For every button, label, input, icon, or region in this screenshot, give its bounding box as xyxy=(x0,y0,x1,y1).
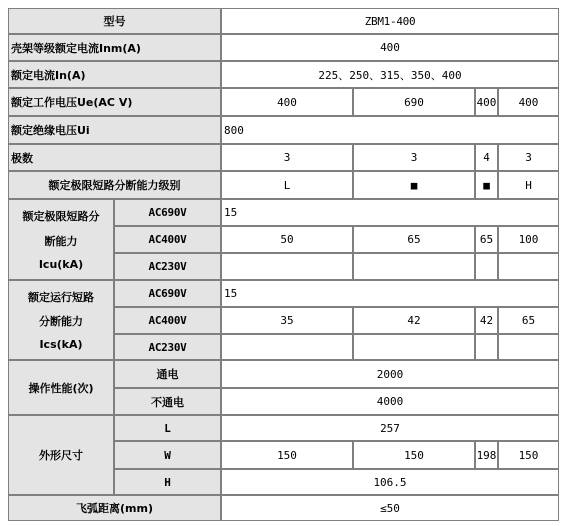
icu-ac400-value: 100 xyxy=(499,227,558,252)
rated-voltage-value: 400 xyxy=(476,89,497,115)
ics-ac690-label: AC690V xyxy=(115,281,220,306)
ics-ac400-value: 42 xyxy=(476,308,497,333)
dimension-w-value: 150 xyxy=(222,442,352,468)
breaking-class-value: ■ xyxy=(354,172,474,198)
dimension-h-label: H xyxy=(115,470,220,494)
poles-value: 3 xyxy=(499,145,558,170)
model-label: 型号 xyxy=(9,9,220,33)
operation-unpowered-label: 不通电 xyxy=(115,389,220,414)
rated-voltage-value: 690 xyxy=(354,89,474,115)
ics-ac230-value xyxy=(222,335,352,359)
operation-unpowered-value: 4000 xyxy=(222,389,558,414)
dimension-w-value: 150 xyxy=(354,442,474,468)
dimension-l-label: L xyxy=(115,416,220,440)
dimension-w-value: 198 xyxy=(476,442,497,468)
operation-powered-label: 通电 xyxy=(115,361,220,387)
dimension-w-value: 150 xyxy=(499,442,558,468)
icu-label xyxy=(9,200,113,279)
ics-ac400-value: 65 xyxy=(499,308,558,333)
rated-voltage-value: 400 xyxy=(222,89,352,115)
model-value: ZBM1-400 xyxy=(222,9,558,33)
dimension-w-label: W xyxy=(115,442,220,468)
arc-distance-label: 飞弧距离(mm) xyxy=(9,496,220,520)
operation-powered-value: 2000 xyxy=(222,361,558,387)
icu-ac230-value xyxy=(354,254,474,279)
breaking-class-label: 额定极限短路分断能力级别 xyxy=(9,172,220,198)
dimension-h-value: 106.5 xyxy=(222,470,558,494)
operation-label: 操作性能(次) xyxy=(9,361,113,414)
ics-ac400-value: 35 xyxy=(222,308,352,333)
ics-ac230-value xyxy=(354,335,474,359)
icu-ac400-value: 65 xyxy=(354,227,474,252)
icu-ac400-label: AC400V xyxy=(115,227,220,252)
frame-current-label: 壳架等级额定电流Inm(A) xyxy=(9,35,220,60)
ics-ac400-value: 42 xyxy=(354,308,474,333)
icu-ac230-label: AC230V xyxy=(115,254,220,279)
ics-label xyxy=(9,281,113,359)
insulation-voltage-label: 额定绝缘电压Ui xyxy=(9,117,220,143)
poles-value: 3 xyxy=(354,145,474,170)
rated-current-label: 额定电流In(A) xyxy=(9,62,220,87)
dimensions-label: 外形尺寸 xyxy=(9,416,113,494)
icu-label-line: 额定极限短路分 xyxy=(22,210,100,224)
icu-ac690-label: AC690V xyxy=(115,200,220,225)
breaking-class-value: H xyxy=(499,172,558,198)
icu-label-line: Icu(kA) xyxy=(38,257,84,271)
breaking-class-value: ■ xyxy=(476,172,497,198)
icu-ac230-value xyxy=(476,254,497,279)
dimension-l-value: 257 xyxy=(222,416,558,440)
ics-label-line: 分断能力 xyxy=(39,315,83,329)
icu-ac400-value: 65 xyxy=(476,227,497,252)
rated-current-value: 225、250、315、350、400 xyxy=(222,62,558,87)
icu-ac230-value xyxy=(222,254,352,279)
poles-label: 极数 xyxy=(9,145,220,170)
frame-current-value: 400 xyxy=(222,35,558,60)
rated-voltage-label: 额定工作电压Ue(AC V) xyxy=(9,89,220,115)
insulation-voltage-value: 800 xyxy=(222,117,558,143)
arc-distance-value: ≤50 xyxy=(222,496,558,520)
poles-value: 4 xyxy=(476,145,497,170)
ics-ac230-value xyxy=(476,335,497,359)
icu-ac400-value: 50 xyxy=(222,227,352,252)
poles-value: 3 xyxy=(222,145,352,170)
breaking-class-value: L xyxy=(222,172,352,198)
ics-label-line: Ics(kA) xyxy=(39,337,83,351)
icu-label-line: 断能力 xyxy=(44,234,78,248)
ics-ac230-label: AC230V xyxy=(115,335,220,359)
ics-ac690-value: 15 xyxy=(222,281,558,306)
icu-ac230-value xyxy=(499,254,558,279)
icu-ac690-value: 15 xyxy=(222,200,558,225)
rated-voltage-value: 400 xyxy=(499,89,558,115)
ics-ac400-label: AC400V xyxy=(115,308,220,333)
ics-label-line: 额定运行短路 xyxy=(28,291,94,305)
ics-ac230-value xyxy=(499,335,558,359)
